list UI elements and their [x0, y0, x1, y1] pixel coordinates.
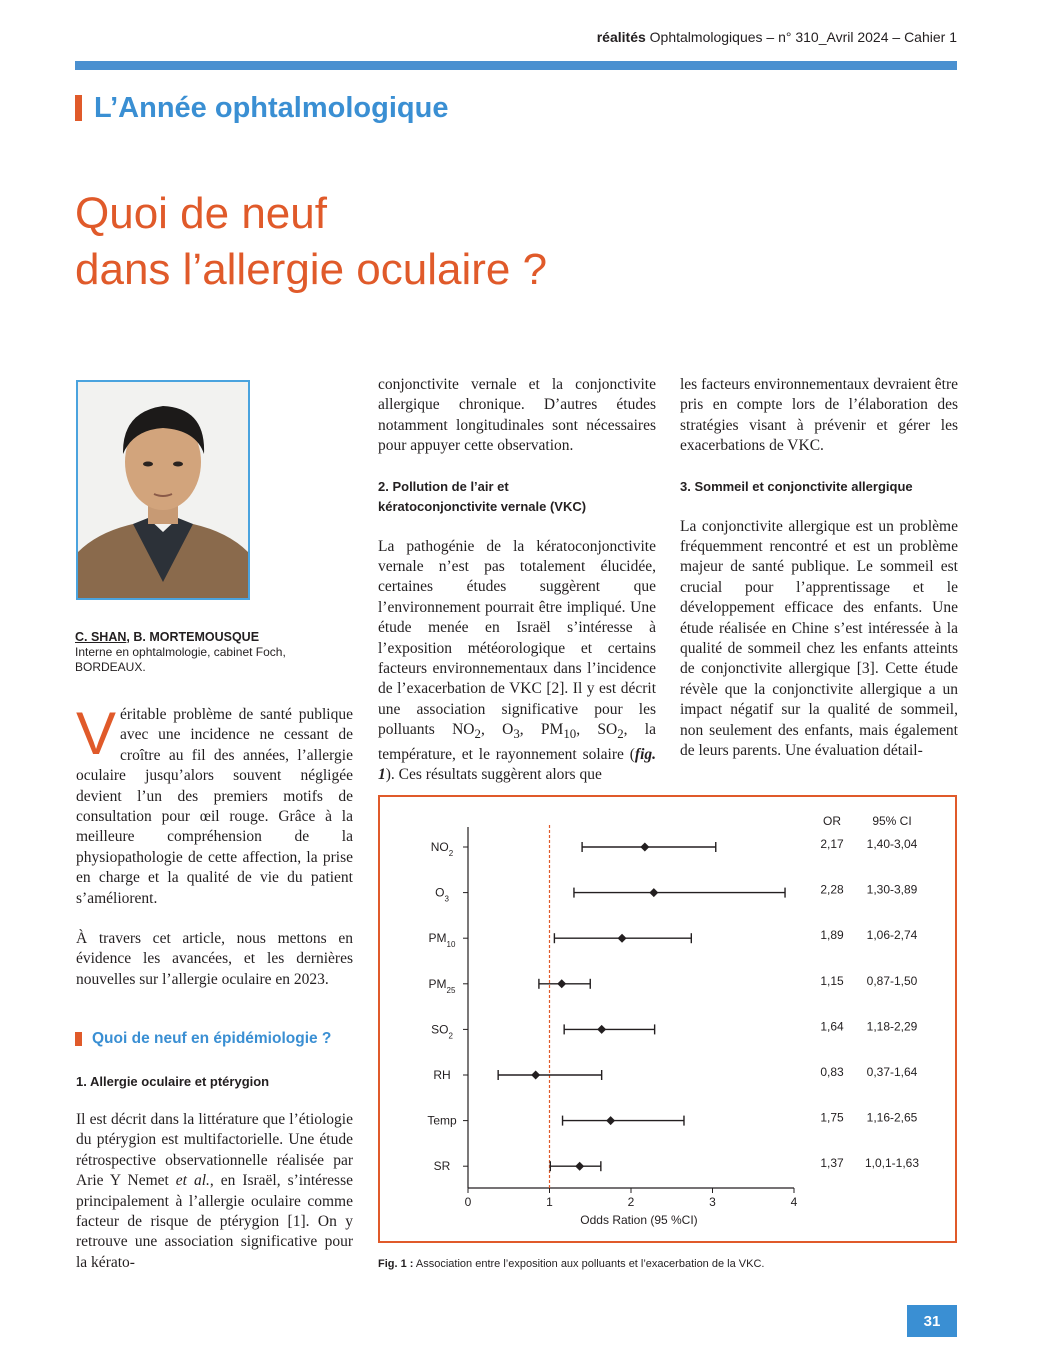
or-value: 2,28	[820, 882, 844, 897]
figure-caption	[378, 1258, 957, 1270]
figure-caption-label: Fig. 1 :	[378, 1258, 414, 1270]
figure-caption-text: Association entre l’exposition aux polluants et l’exacerbation de la VKC.	[413, 1258, 765, 1270]
subheading-pollution-line2: kératoconjonctivite vernale (VKC)	[378, 498, 587, 514]
journal-brand: réalités	[596, 29, 646, 45]
column-2	[378, 375, 656, 806]
col3-paragraph-1: les facteurs environnementaux devraient être pris en compte lors de l’élaboration des stratégies visant à prévenir et gérer les exacerbations de VKC.	[680, 376, 959, 455]
author-photo	[76, 380, 250, 600]
pterygion-text-b: , en Israël, s’intéresse principalement à l’allergie oculaire comme facteur de risque de ptérygion [1]. On y retrouve une association significative pour la kérato-	[76, 1172, 353, 1271]
pterygion-text-a: Il est décrit dans la littérature que l’étiologie du ptérygion est multifactorielle. Une étude rétrospective observationnelle réalisée par Arie Y Nemet	[76, 1111, 353, 1190]
row-label: Temp	[427, 1113, 457, 1128]
portrait-illustration	[78, 382, 248, 598]
column-header-ci: 95% CI	[872, 814, 912, 828]
title-line-1: Quoi de neuf	[75, 189, 327, 238]
author-name-rest: , B. MORTEMOUSQUE	[126, 630, 260, 644]
intro-paragraph-2: À travers cet article, nous mettons en évidence les avancées, et les dernières nouvelles sur l’allergie oculaire en 2023.	[76, 930, 353, 988]
sub-pm10: 10	[563, 726, 577, 742]
pollution-text-f: ). Ces résultats suggèrent alors que	[385, 766, 602, 784]
author-block	[75, 630, 355, 675]
or-marker	[640, 843, 649, 852]
col2-paragraph-2	[378, 537, 656, 786]
ci-value: 0,37-1,64	[866, 1065, 918, 1079]
section-marker	[75, 95, 82, 121]
x-tick-label: 0	[464, 1195, 472, 1209]
ci-value: 1,0,1-1,63	[864, 1156, 920, 1171]
x-tick-label: 1	[546, 1195, 553, 1209]
pollution-text-b: , O	[480, 721, 514, 739]
or-value: 1,15	[820, 973, 844, 988]
row-label: $NO_2$	[430, 840, 454, 858]
forest-plot	[380, 797, 955, 1241]
subheading-sommeil: 3. Sommeil et conjonctivite allergique	[680, 478, 913, 494]
header-rule	[75, 61, 957, 70]
column-1-body	[76, 1110, 353, 1293]
pollution-text-a: La pathogénie de la kératoconjonctivite vernale n’est pas totalement élucidée, certaines études suggèrent que l’environnement pourrait être impliqué. Une étude menée en Israël s’intéresse à l’exposition météorologique et certains facteurs environnementaux dans l’incidence de l’exacerbation de VKC [2]. Il y est décrit une association significative pour les polluants NO	[378, 537, 656, 739]
page-number: 31	[907, 1305, 957, 1337]
subheading-pterygion: 1. Allergie oculaire et ptérygion	[76, 1074, 270, 1089]
col3-paragraph-2: La conjonctivite allergique est un problème fréquemment rencontré et est un problème majeur de santé publique. Le sommeil est crucial pour l’apprentissage et le développement efficace des enfants. Une étude réalisée en Chine s’est intéressée à la qualité de sommeil chez les enfants atteints de conjonctivite allergique [3]. Cette étude révèle que la conjonctivite allergique a un impact négatif sur la qualité de sommeil, non seulement des enfants, mais également de leurs parents. Une évaluation détail-	[680, 517, 958, 760]
row-label: RH	[433, 1068, 451, 1082]
row-label: $O_3$	[435, 885, 449, 904]
ci-value: 0,87-1,50	[866, 973, 918, 988]
section-label	[75, 90, 448, 126]
ci-value: 1,06-2,74	[866, 928, 918, 943]
pollution-text-d: , SO	[576, 721, 618, 739]
sub-no2: 2	[474, 726, 481, 742]
pterygion-paragraph	[76, 1110, 353, 1273]
journal-issue: Ophtalmologiques – n° 310_Avril 2024 – Cahier 1	[645, 29, 957, 45]
title-line-2: dans l’allergie oculaire ?	[75, 245, 548, 294]
article-title	[75, 186, 875, 298]
x-axis-label: Odds Ration (95 %CI)	[580, 1213, 698, 1227]
heading-marker	[75, 1032, 82, 1046]
col2-paragraph-1: conjonctivite vernale et la conjonctivite allergique chronique. D’autres études notamment longitudinales sont nécessaires pour appuyer cette observation.	[378, 376, 656, 455]
or-value: 2,17	[820, 837, 844, 851]
pollution-text-c: , PM	[519, 721, 564, 739]
dropcap: V	[76, 700, 117, 767]
running-header	[0, 29, 957, 45]
author-affiliation-line2: BORDEAUX.	[75, 660, 146, 674]
or-value: 1,64	[820, 1019, 844, 1034]
intro-text: éritable problème de santé publique avec une incidence ne cessant de croître au fil des années, l’allergie oculaire jusqu’alors souvent négligée devient l’un des premiers motifs de consultation pour œil rouge. Grâce à la meilleure compréhension de la physiopathologie de cette affection, la prise en charge et la qualité de vie du patient s’améliorent.	[76, 706, 353, 907]
epidemiology-heading-text: Quoi de neuf en épidémiologie ?	[92, 1030, 332, 1047]
or-value: 1,37	[820, 1156, 844, 1171]
author-affiliation-line1: Interne en ophtalmologie, cabinet Foch,	[75, 645, 286, 659]
author-name-primary: C. SHAN	[75, 630, 127, 644]
column-1-intro	[76, 700, 353, 1010]
ci-value: 1,18-2,29	[866, 1019, 918, 1034]
or-value: 0,83	[820, 1065, 844, 1079]
sub-so2: 2	[617, 726, 624, 742]
or-value: 1,89	[820, 928, 844, 943]
subheading-pollution-line1: 2. Pollution de l’air et	[378, 478, 509, 494]
row-label: $PM_{25}$	[428, 976, 456, 995]
ci-value: 1,40-3,04	[866, 837, 918, 851]
or-marker	[575, 1162, 584, 1171]
or-marker	[597, 1025, 606, 1034]
sub-o3: 3	[513, 726, 520, 742]
ci-value: 1,30-3,89	[866, 882, 918, 897]
or-marker	[606, 1116, 615, 1125]
author-names	[75, 630, 355, 645]
intro-paragraph	[76, 700, 353, 909]
x-tick-label: 2	[627, 1195, 635, 1209]
x-tick-label: 3	[709, 1195, 716, 1209]
et-al: et al.	[175, 1172, 210, 1190]
or-marker	[618, 934, 627, 943]
or-marker	[531, 1071, 540, 1080]
subheading-pollution	[378, 477, 656, 517]
column-3	[680, 375, 958, 782]
section-heading-epidemiology	[75, 1030, 355, 1048]
figure-frame	[378, 795, 957, 1243]
column-header-or: OR	[823, 814, 841, 828]
or-marker	[557, 979, 566, 988]
or-value: 1,75	[820, 1110, 844, 1125]
or-marker	[649, 888, 658, 897]
row-label: $PM_{10}$	[428, 931, 456, 950]
section-label-text: L’Année ophtalmologique	[94, 91, 449, 124]
row-label: $SO_2$	[431, 1022, 453, 1041]
row-label: SR	[433, 1159, 451, 1174]
ci-value: 1,16-2,65	[866, 1110, 918, 1125]
pollution-text-e: , la température, et le rayonnement solaire (	[378, 721, 656, 763]
figure-reference[interactable]: fig. 1	[378, 745, 656, 784]
x-tick-label: 4	[790, 1195, 798, 1209]
